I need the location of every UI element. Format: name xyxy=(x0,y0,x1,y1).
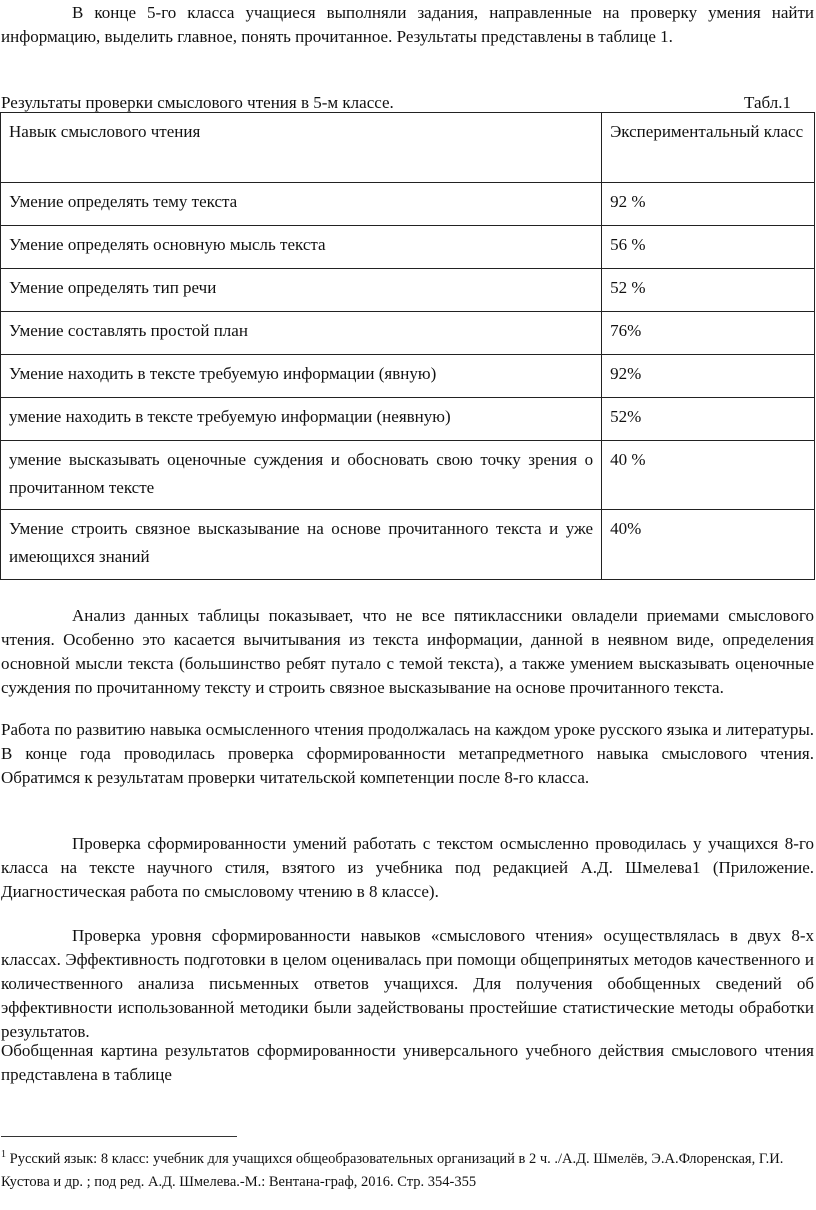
value-cell: 40% xyxy=(602,510,815,580)
header-cell-class: Экспериментальный класс xyxy=(602,113,815,183)
value-cell: 56 % xyxy=(602,226,815,269)
table-row xyxy=(1,269,815,312)
table-row xyxy=(1,398,815,441)
value-cell: 52% xyxy=(602,398,815,441)
value-cell: 40 % xyxy=(602,441,815,510)
skill-cell: Умение составлять простой план xyxy=(1,312,602,355)
table-row xyxy=(1,510,815,580)
summary-paragraph: Обобщенная картина результатов сформированности универсального учебного действия смыслового чтения представлена в таблице xyxy=(1,1041,814,1084)
value-cell: 52 % xyxy=(602,269,815,312)
intro-paragraph: В конце 5-го класса учащиеся выполняли задания, направленные на проверку умения найти информацию, выделить главное, понять прочитанное. Результаты представлены в таблице 1. xyxy=(1,3,814,46)
work-paragraph: Работа по развитию навыка осмысленного чтения продолжалась на каждом уроке русского языка и литературы. В конце года проводилась проверка сформированности метапредметного навыка смыслового чтения. Обратимся к результатам проверки читательской компетенции после 8-го класса. xyxy=(1,720,814,787)
skill-cell: Умение строить связное высказывание на основе прочитанного текста и уже имеющихся знаний xyxy=(1,510,602,580)
results-table xyxy=(0,112,815,580)
skill-cell: Умение находить в тексте требуемую информации (явную) xyxy=(1,355,602,398)
table-row xyxy=(1,226,815,269)
table-row xyxy=(1,355,815,398)
footnote-divider xyxy=(1,1136,237,1137)
skill-cell: Умение определять тему текста xyxy=(1,183,602,226)
footnote-mark: 1 xyxy=(1,1149,6,1161)
skill-cell: умение находить в тексте требуемую информации (неявную) xyxy=(1,398,602,441)
footnote-text: Русский язык: 8 класс: учебник для учащихся общеобразовательных организаций в 2 ч. ./А.Д. Шмелёв, Э.А.Флоренская, Г.И. Кустова и др. ; под ред. А.Д. Шмелева.-М.: Вентана-граф, 2016. Стр. 354-355 xyxy=(1,1151,784,1190)
table-caption-label: Табл.1 xyxy=(744,93,791,112)
skill-cell: Умение определять тип речи xyxy=(1,269,602,312)
table-caption-title: Результаты проверки смыслового чтения в 5-м классе. xyxy=(1,93,394,112)
skill-cell: умение высказывать оценочные суждения и обосновать свою точку зрения о прочитанном тексте xyxy=(1,441,602,510)
table-row xyxy=(1,183,815,226)
value-cell: 92% xyxy=(602,355,815,398)
level-paragraph: Проверка уровня сформированности навыков «смыслового чтения» осуществлялась в двух 8-х классах. Эффективность подготовки в целом оценивалась при помощи общепринятых методов качественного и количественного анализа письменных ответов учащихся. Для получения обобщенных сведений об эффективности использованной методики были задействованы простейшие статистические методы обработки результатов. xyxy=(1,926,814,1041)
value-cell: 76% xyxy=(602,312,815,355)
table-row xyxy=(1,441,815,510)
table-row xyxy=(1,312,815,355)
value-cell: 92 % xyxy=(602,183,815,226)
header-cell-skill: Навык смыслового чтения xyxy=(1,113,602,183)
skill-cell: Умение определять основную мысль текста xyxy=(1,226,602,269)
analysis-paragraph: Анализ данных таблицы показывает, что не все пятиклассники овладели приемами смыслового чтения. Особенно это касается вычитывания из текста информации, данной в неявном виде, определения основной мысли текста (большинство ребят путало с темой текста), а также умением высказывать оценочные суждения по прочитанному тексту и строить связное высказывание на основе прочитанного текста. xyxy=(1,606,814,697)
footnote xyxy=(1,1148,791,1194)
table-header-row xyxy=(1,113,815,183)
check-paragraph: Проверка сформированности умений работать с текстом осмысленно проводилась у учащихся 8-го класса на тексте научного стиля, взятого из учебника под редакцией А.Д. Шмелева1 (Приложение. Диагностическая работа по смысловому чтению в 8 классе). xyxy=(1,834,814,901)
